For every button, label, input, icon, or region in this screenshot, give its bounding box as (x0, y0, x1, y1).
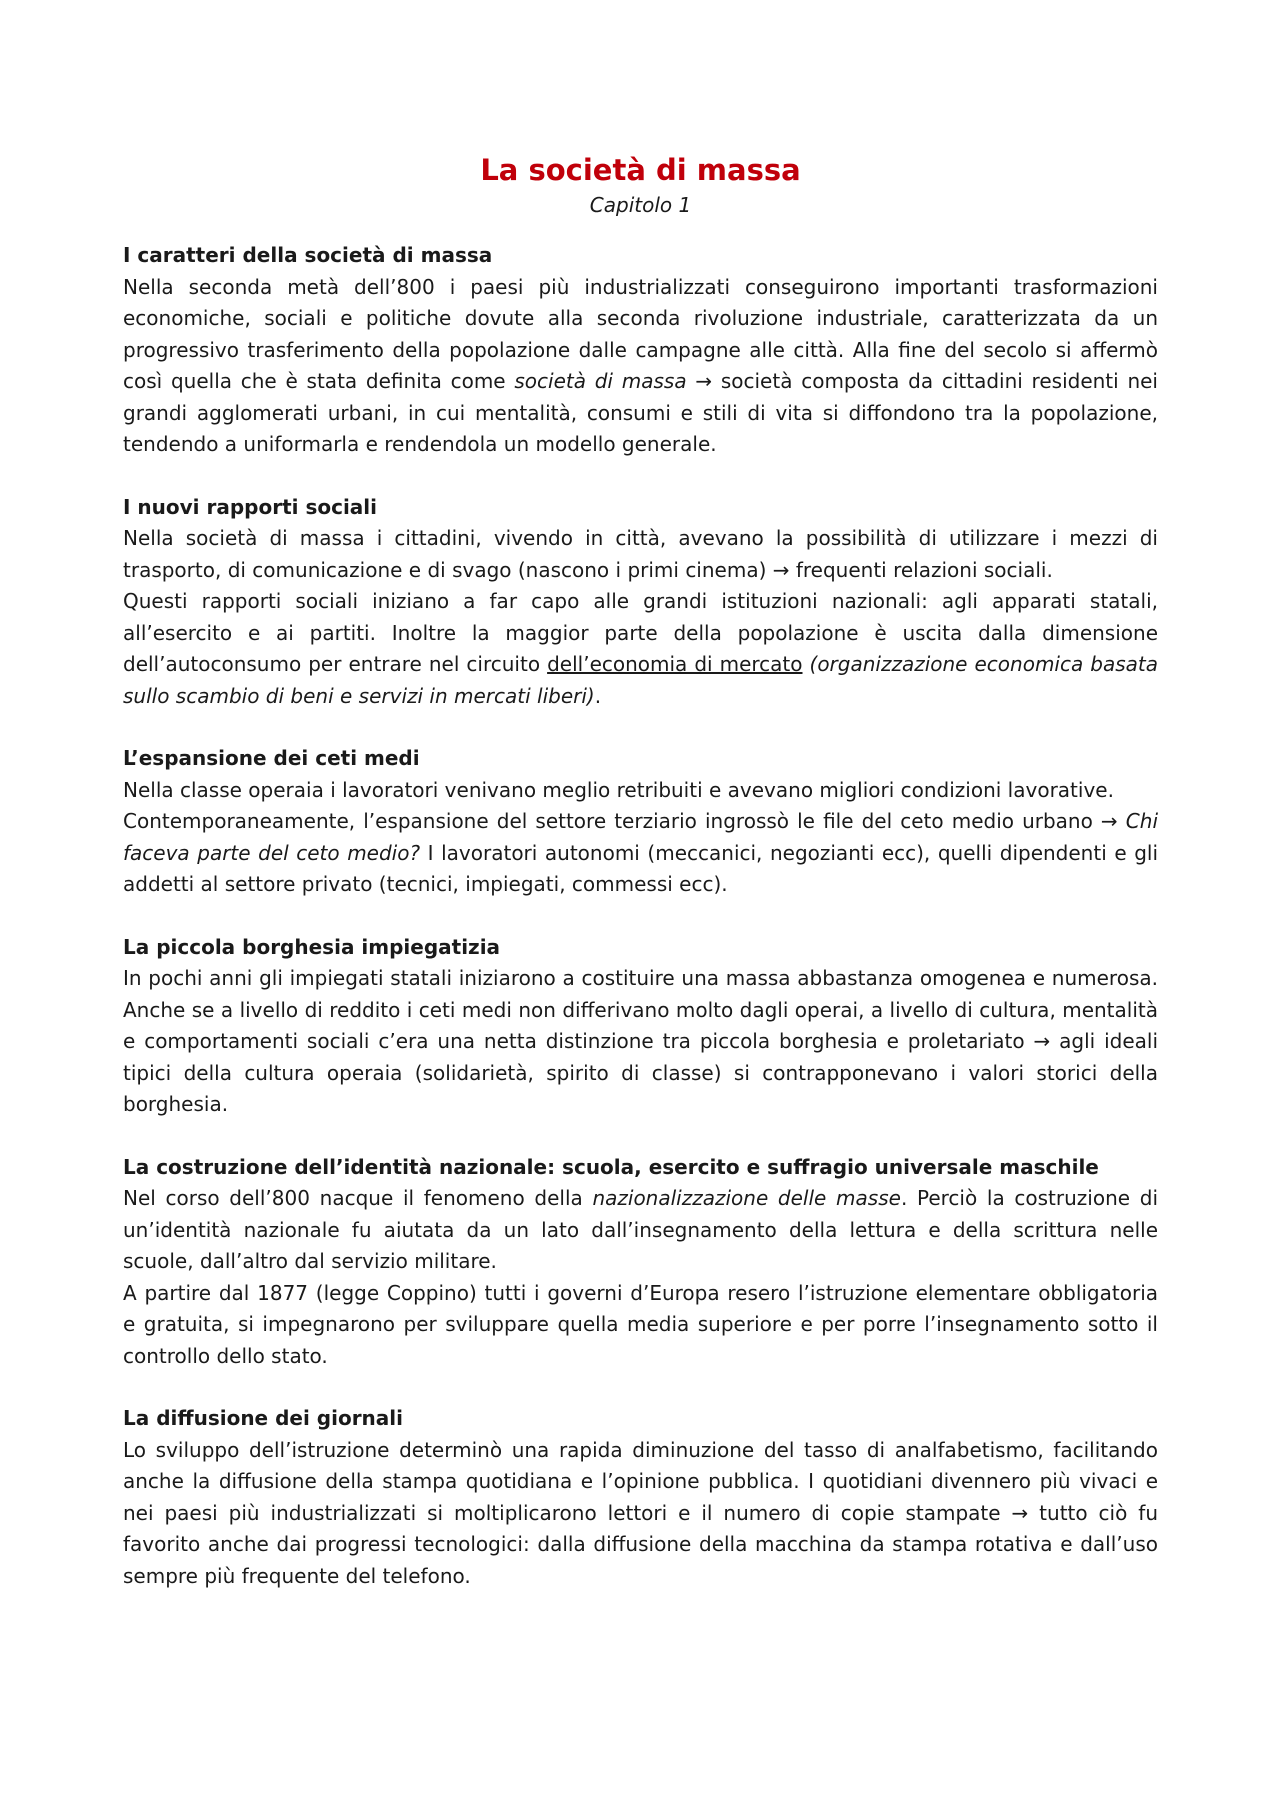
section-heading: I caratteri della società di massa (123, 243, 493, 267)
section-rapporti-sociali (123, 492, 1158, 713)
section-heading: La diffusione dei giornali (123, 1406, 403, 1430)
section-caratteri (123, 240, 1158, 461)
page-subtitle: Capitolo 1 (589, 193, 692, 217)
paragraph: Lo sviluppo dell’istruzione determinò una rapida diminuzione del tasso di analfabetismo, facilitando anche la diffusione della stampa quotidiana e l’opinione pubblica. I quotidiani divennero più vivaci e nei paesi più industrializzati si moltiplicarono lettori e il numero di copie stampate → tutto ciò fu favorito anche dai progressi tecnologici: dalla diffusione della macchina da stampa rotativa e dall’uso sempre più frequente del telefono. (123, 1437, 1158, 1588)
paragraph: Nella società di massa i cittadini, vivendo in città, avevano la possibilità di utilizzare i mezzi di trasporto, di comunicazione e di svago (nascono i primi cinema) → frequenti relazioni sociali. (123, 526, 1158, 582)
section-heading: I nuovi rapporti sociali (123, 494, 378, 519)
paragraph: In pochi anni gli impiegati statali iniziarono a costituire una massa abbastanza omogenea e numerosa. Anche se a livello di reddito i ceti medi non differivano molto dagli operai, a livello di cultura, mentalità e comportamenti sociali c’era una netta distinzione tra piccola borghesia e proletariato → agli ideali tipici della cultura operaia (solidarietà, spirito di classe) si contrapponevano i valori storici della borghesia. (123, 966, 1158, 1116)
section-giornali (123, 1403, 1158, 1592)
section-piccola-borghesia (123, 932, 1158, 1121)
paragraph: Nella seconda metà dell’800 i paesi più industrializzati conseguirono importanti trasformazioni economiche, sociali e politiche dovute alla seconda rivoluzione industriale, caratterizzata da un progressivo trasferimento della popolazione dalle campagne alle città. Alla fine del secolo si affermò così quella che è stata definita come società di massa → società composta da cittadini residenti nei grandi agglomerati urbani, in cui mentalità, consumi e stili di vita si diffondono tra la popolazione, tendendo a uniformarla e rendendola un modello generale. (123, 274, 1158, 456)
section-heading: La costruzione dell’identità nazionale: scuola, esercito e suffragio universale maschile (123, 1154, 1099, 1179)
section-heading: L’espansione dei ceti medi (123, 746, 420, 770)
section-identita-nazionale (123, 1152, 1158, 1373)
paragraph: Nel corso dell’800 nacque il fenomeno della nazionalizzazione delle masse. Perciò la costruzione di un’identità nazionale fu aiutata da un lato dall’insegnamento della lettura e della scrittura nelle scuole, dall’altro dal servizio militare. (123, 1186, 1159, 1273)
document-page (123, 150, 1158, 1623)
page-title: La società di massa (480, 153, 801, 187)
paragraph: Questi rapporti sociali iniziano a far capo alle grandi istituzioni nazionali: agli apparati statali, all’esercito e ai partiti. Inoltre la maggior parte della popolazione è uscita dalla dimensione dell’autoconsumo per entrare nel circuito dell’economia di mercato (organizzazione economica basata sullo scambio di beni e servizi in mercati liberi). (123, 589, 1158, 708)
paragraph: Nella classe operaia i lavoratori venivano meglio retribuiti e avevano migliori condizioni lavorative. (123, 777, 1114, 802)
paragraph: Contemporaneamente, l’espansione del settore terziario ingrossò le file del ceto medio urbano → Chi faceva parte del ceto medio? I lavoratori autonomi (meccanici, negozianti ecc), quelli dipendenti e gli addetti al settore privato (tecnici, impiegati, commessi ecc). (123, 809, 1158, 896)
section-heading: La piccola borghesia impiegatizia (123, 934, 501, 959)
section-ceti-medi (123, 743, 1158, 901)
paragraph: A partire dal 1877 (legge Coppino) tutti i governi d’Europa resero l’istruzione elementare obbligatoria e gratuita, si impegnarono per sviluppare quella media superiore e per porre l’insegnamento sotto il controllo dello stato. (123, 1280, 1158, 1368)
